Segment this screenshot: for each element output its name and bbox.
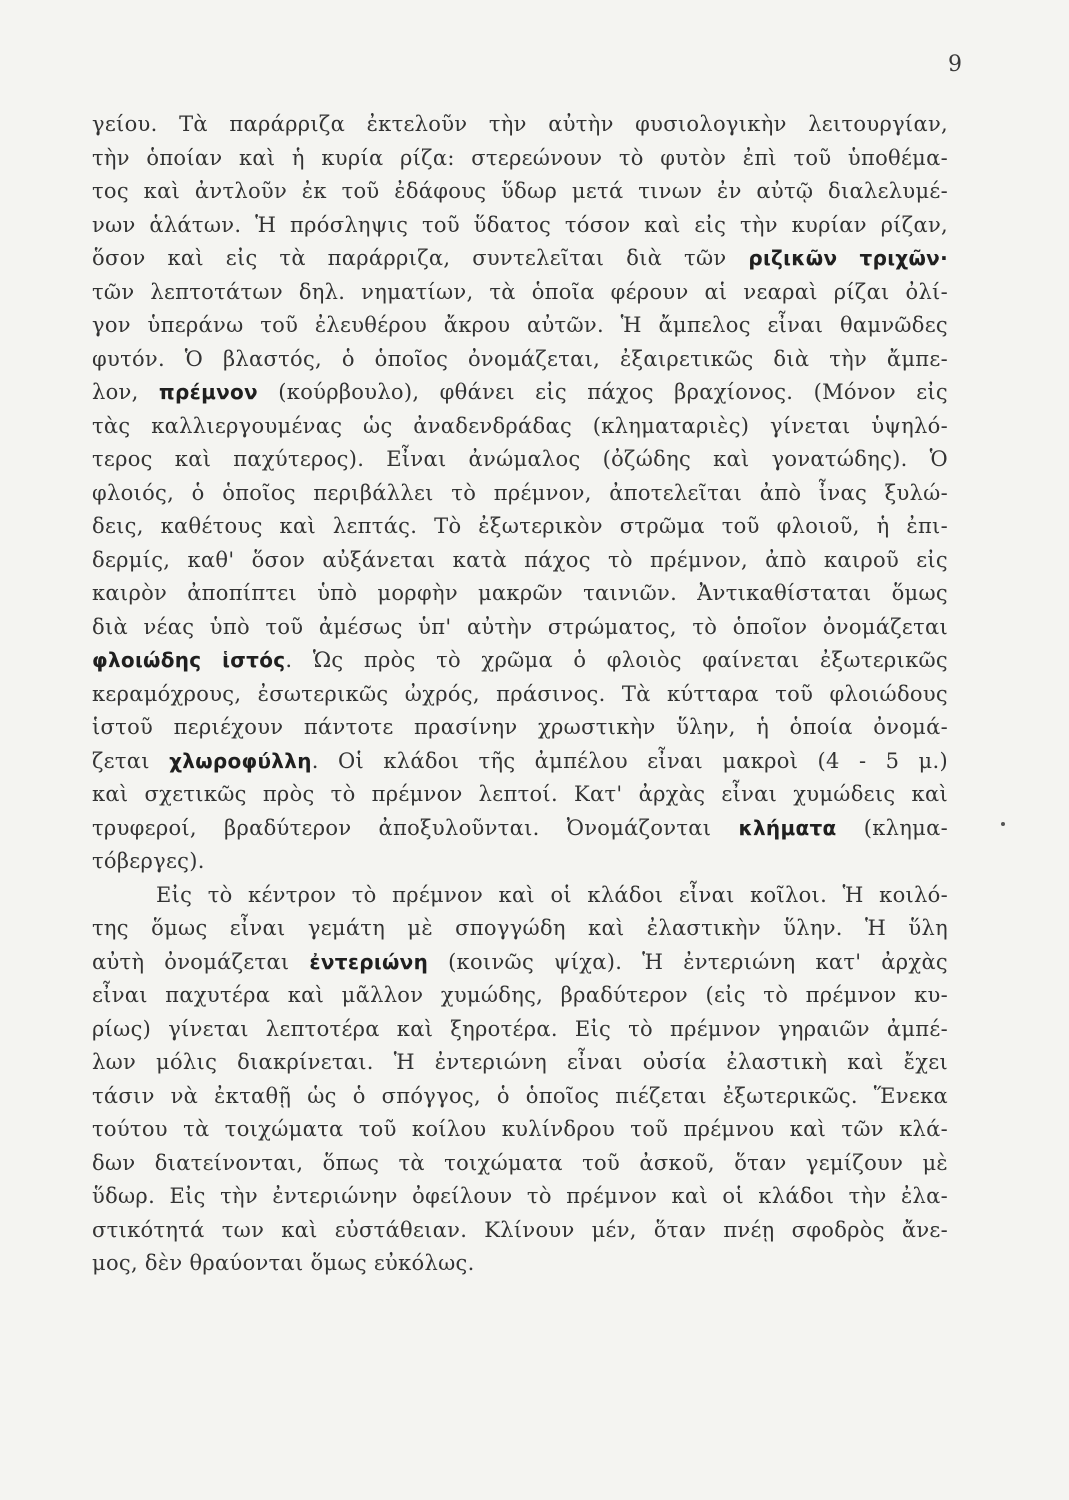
text-run: της ὅμως εἶναι γεμάτη μὲ σπογγώδη καὶ ἐλαστικὴν ὕλην. Ἡ ὕλη: [92, 916, 948, 940]
text-line: [92, 443, 948, 477]
text-line: [92, 1180, 948, 1214]
text-run: εἶναι παχυτέρα καὶ μᾶλλον χυμώδης, βραδύτερον (εἰς τὸ πρέμνον κυ-: [92, 983, 948, 1007]
text-run: τος καὶ ἀντλοῦν ἐκ τοῦ ἐδάφους ὕδωρ μετά τινων ἐν αὐτῷ διαλελυμέ-: [92, 179, 948, 203]
text-run: μος, δὲν θραύονται ὅμως εὐκόλως.: [92, 1251, 475, 1275]
text-run: ἱστοῦ περιέχουν πάντοτε πρασίνην χρωστικὴν ὕλην, ἡ ὁποία ὀνομά-: [92, 715, 948, 739]
text-line: [92, 1046, 948, 1080]
text-line: [92, 946, 948, 980]
text-run: φλοιός, ὁ ὁποῖος περιβάλλει τὸ πρέμνον, ἀποτελεῖται ἀπὸ ἶνας ξυλώ-: [92, 480, 948, 505]
page-number: 9: [948, 52, 962, 77]
text-run: λον,: [92, 380, 159, 404]
text-line: [92, 745, 948, 779]
text-run: νων ἁλάτων. Ἡ πρόσληψις τοῦ ὕδατος τόσον καὶ εἰς τὴν κυρίαν ρίζαν,: [92, 212, 948, 237]
text-line: [92, 812, 948, 846]
bold-term: κλήματα: [738, 815, 837, 840]
text-line: [92, 544, 948, 578]
text-line: [92, 711, 948, 745]
text-run: τόβεργες).: [92, 849, 205, 873]
text-run: γείου. Τὰ παράρριζα ἐκτελοῦν τὴν αὐτὴν φυσιολογικὴν λειτουργίαν,: [92, 112, 948, 136]
text-run: τάσιν νὰ ἐκταθῇ ὡς ὁ σπόγγος, ὁ ὁποῖος πιέζεται ἐξωτερικῶς. Ἕνεκα: [92, 1083, 948, 1108]
text-line: [92, 376, 948, 410]
text-run: (κοινῶς ψίχα). Ἡ ἐντεριώνη κατ' ἀρχὰς: [428, 949, 948, 974]
text-run: φυτόν. Ὁ βλαστός, ὁ ὁποῖος ὀνομάζεται, ἐξαιρετικῶς διὰ τὴν ἄμπε-: [92, 346, 948, 371]
text-line: [92, 477, 948, 511]
body-text: [92, 108, 948, 1281]
text-line: [92, 778, 948, 812]
text-run: κεραμόχρους, ἐσωτερικῶς ὠχρός, πράσινος. Τὰ κύτταρα τοῦ φλοιώδους: [92, 681, 948, 706]
text-run: δων διατείνονται, ὅπως τὰ τοιχώματα τοῦ ἀσκοῦ, ὅταν γεμίζουν μὲ: [92, 1150, 948, 1175]
bold-term: φλοιώδης ἱστός: [92, 648, 286, 672]
text-line: [92, 309, 948, 343]
margin-mark: [1001, 822, 1005, 826]
text-run: ὅσον καὶ εἰς τὰ παράρριζα, συντελεῖται διὰ τῶν: [92, 246, 749, 270]
text-line: [92, 276, 948, 310]
text-line: [92, 1147, 948, 1181]
text-line: [92, 108, 948, 142]
text-line: [92, 410, 948, 444]
text-line: [92, 1247, 948, 1281]
text-run: τούτου τὰ τοιχώματα τοῦ κοίλου κυλίνδρου τοῦ πρέμνου καὶ τῶν κλά-: [92, 1117, 948, 1141]
bold-term: πρέμνον: [158, 380, 258, 404]
bold-term: ἐντεριώνη: [309, 949, 429, 974]
text-run: . Ὡς πρὸς τὸ χρῶμα ὁ φλοιὸς φαίνεται ἐξωτερικῶς: [285, 648, 948, 672]
text-line: [92, 678, 948, 712]
text-line: [92, 142, 948, 176]
text-line: [92, 644, 948, 678]
text-line: [92, 912, 948, 946]
text-run: στικότητά των καὶ εὐστάθειαν. Κλίνουν μέν, ὅταν πνέῃ σφοδρὸς ἄνε-: [92, 1217, 948, 1242]
text-line: [92, 1013, 948, 1047]
text-run: λων μόλις διακρίνεται. Ἡ ἐντεριώνη εἶναι οὐσία ἐλαστικὴ καὶ ἔχει: [92, 1050, 948, 1074]
text-run: αὐτὴ ὀνομάζεται: [92, 949, 310, 974]
text-run: γον ὑπεράνω τοῦ ἐλευθέρου ἄκρου αὐτῶν. Ἡ ἄμπελος εἶναι θαμνῶδες: [92, 313, 948, 337]
text-run: τῶν λεπτοτάτων δηλ. νηματίων, τὰ ὁποῖα φέρουν αἱ νεαραὶ ρίζαι ὀλί-: [92, 279, 948, 304]
text-line: [92, 879, 948, 913]
text-line: [92, 1080, 948, 1114]
text-run: τρυφεροί, βραδύτερον ἀποξυλοῦνται. Ὀνομάζονται: [92, 815, 739, 840]
text-line: [92, 611, 948, 645]
bold-term: ριζικῶν τριχῶν·: [748, 246, 948, 270]
text-run: (κλημα-: [836, 815, 948, 840]
text-run: τὴν ὁποίαν καὶ ἡ κυρία ρίζα: στερεώνουν τὸ φυτὸν ἐπὶ τοῦ ὑποθέμα-: [92, 145, 948, 170]
text-run: διὰ νέας ὑπὸ τοῦ ἀμέσως ὑπ' αὐτὴν στρώματος, τὸ ὁποῖον ὀνομάζεται: [92, 614, 948, 639]
text-run: . Οἱ κλάδοι τῆς ἀμπέλου εἶναι μακροὶ (4 - 5 μ.): [311, 748, 948, 773]
text-line: [92, 979, 948, 1013]
text-run: δεις, καθέτους καὶ λεπτάς. Τὸ ἐξωτερικὸν στρῶμα τοῦ φλοιοῦ, ἡ ἐπι-: [92, 514, 948, 538]
text-run: τερος καὶ παχύτερος). Εἶναι ἀνώμαλος (ὀζώδης καὶ γονατώδης). Ὁ: [92, 447, 948, 471]
text-line: [92, 343, 948, 377]
text-run: (κούρβουλο), φθάνει εἰς πάχος βραχίονος. (Μόνον εἰς: [257, 380, 948, 404]
text-line: [92, 1113, 948, 1147]
text-line: [92, 845, 948, 879]
text-run: καὶ σχετικῶς πρὸς τὸ πρέμνον λεπτοί. Κατ' ἀρχὰς εἶναι χυμώδεις καὶ: [92, 782, 948, 806]
text-run: τὰς καλλιεργουμένας ὡς ἀναδενδράδας (κληματαριὲς) γίνεται ὑψηλό-: [92, 413, 948, 438]
text-line: [92, 242, 948, 276]
text-run: καιρὸν ἀποπίπτει ὑπὸ μορφὴν μακρῶν ταινιῶν. Ἀντικαθίσταται ὅμως: [92, 581, 948, 605]
text-line: [92, 175, 948, 209]
bold-term: χλωροφύλλη: [169, 748, 312, 773]
text-run: Εἰς τὸ κέντρον τὸ πρέμνον καὶ οἱ κλάδοι εἶναι κοῖλοι. Ἡ κοιλό-: [156, 882, 948, 907]
text-run: ρίως) γίνεται λεπτοτέρα καὶ ξηροτέρα. Εἰς τὸ πρέμνον γηραιῶν ἀμπέ-: [92, 1016, 948, 1041]
text-run: ζεται: [92, 748, 170, 773]
text-line: [92, 510, 948, 544]
text-run: ὕδωρ. Εἰς τὴν ἐντεριώνην ὀφείλουν τὸ πρέμνον καὶ οἱ κλάδοι τὴν ἐλα-: [92, 1184, 948, 1208]
text-line: [92, 209, 948, 243]
text-run: δερμίς, καθ' ὅσον αὐξάνεται κατὰ πάχος τὸ πρέμνον, ἀπὸ καιροῦ εἰς: [92, 547, 948, 572]
text-line: [92, 577, 948, 611]
text-line: [92, 1214, 948, 1248]
